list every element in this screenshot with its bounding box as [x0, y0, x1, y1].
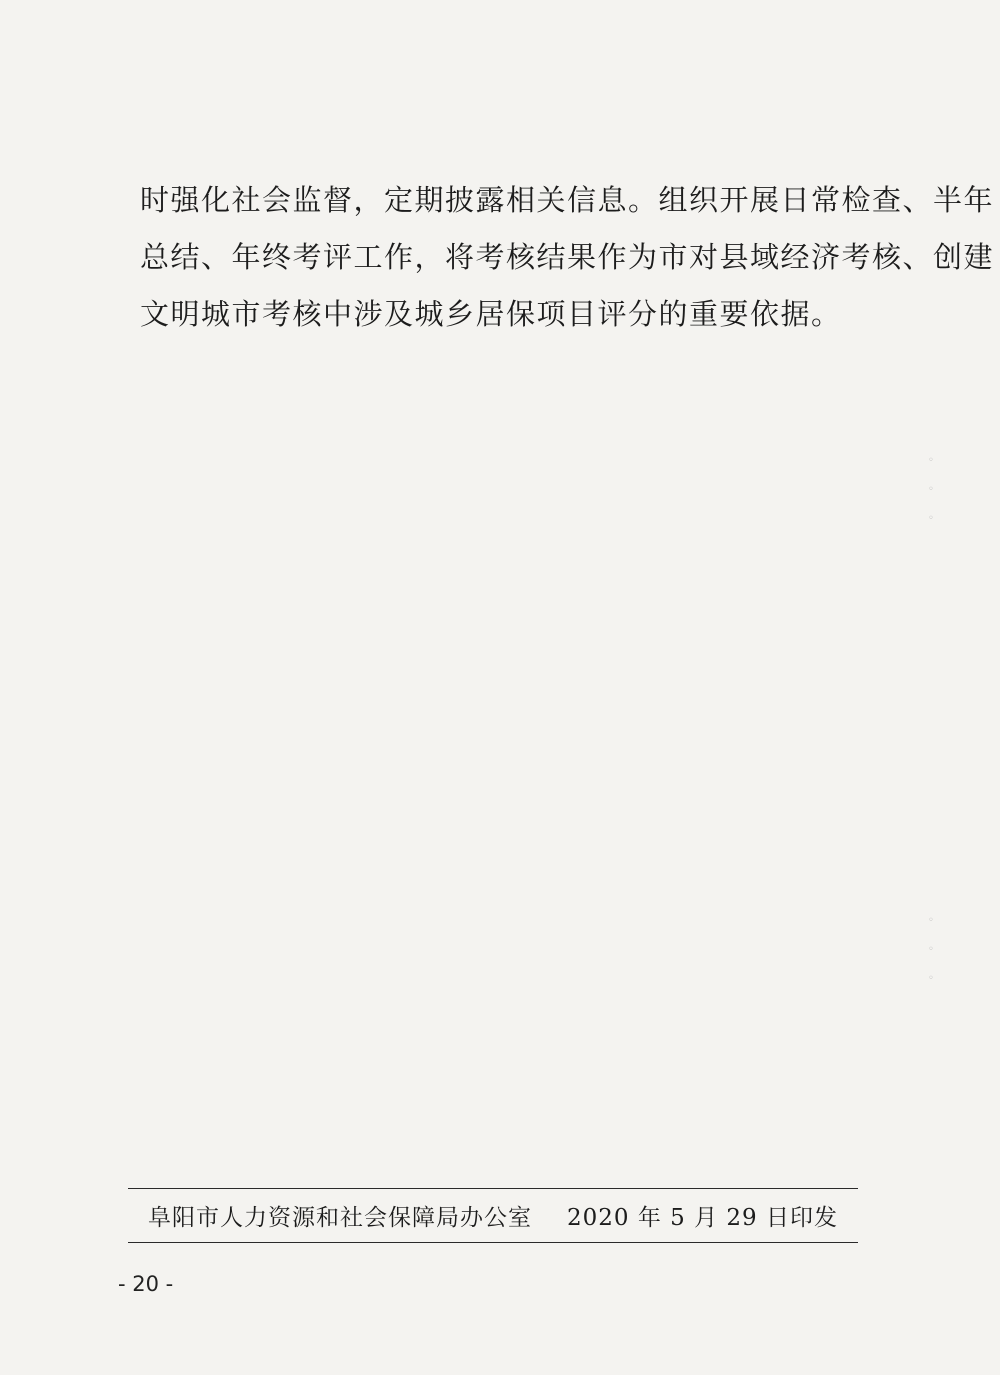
binding-hole-icon: ◦ [928, 513, 934, 524]
binding-hole-icon: ◦ [928, 915, 934, 926]
issue-date: 2020 年 5 月 29 日印发 [567, 1204, 838, 1231]
footer-top-rule [128, 1188, 858, 1189]
footer-bottom-rule [128, 1242, 858, 1243]
binding-hole-marks-lower [928, 915, 940, 984]
body-line-3: 文明城市考核中涉及城乡居保项目评分的重要依据。 [140, 297, 842, 331]
binding-hole-marks-upper [928, 455, 940, 524]
binding-hole-icon: ◦ [928, 484, 934, 495]
page-number: - 20 - [118, 1272, 174, 1296]
issuance-footer [148, 1193, 838, 1237]
binding-hole-icon: ◦ [928, 944, 934, 955]
body-paragraph [140, 172, 995, 343]
body-line-1: 时强化社会监督，定期披露相关信息。组织开展日常检查、半年 [140, 183, 995, 217]
issuer-name: 阜阳市人力资源和社会保障局办公室 [148, 1204, 532, 1231]
body-line-2: 总结、年终考评工作，将考核结果作为市对县域经济考核、创建 [140, 240, 995, 274]
binding-hole-icon: ◦ [928, 455, 934, 466]
binding-hole-icon: ◦ [928, 973, 934, 984]
